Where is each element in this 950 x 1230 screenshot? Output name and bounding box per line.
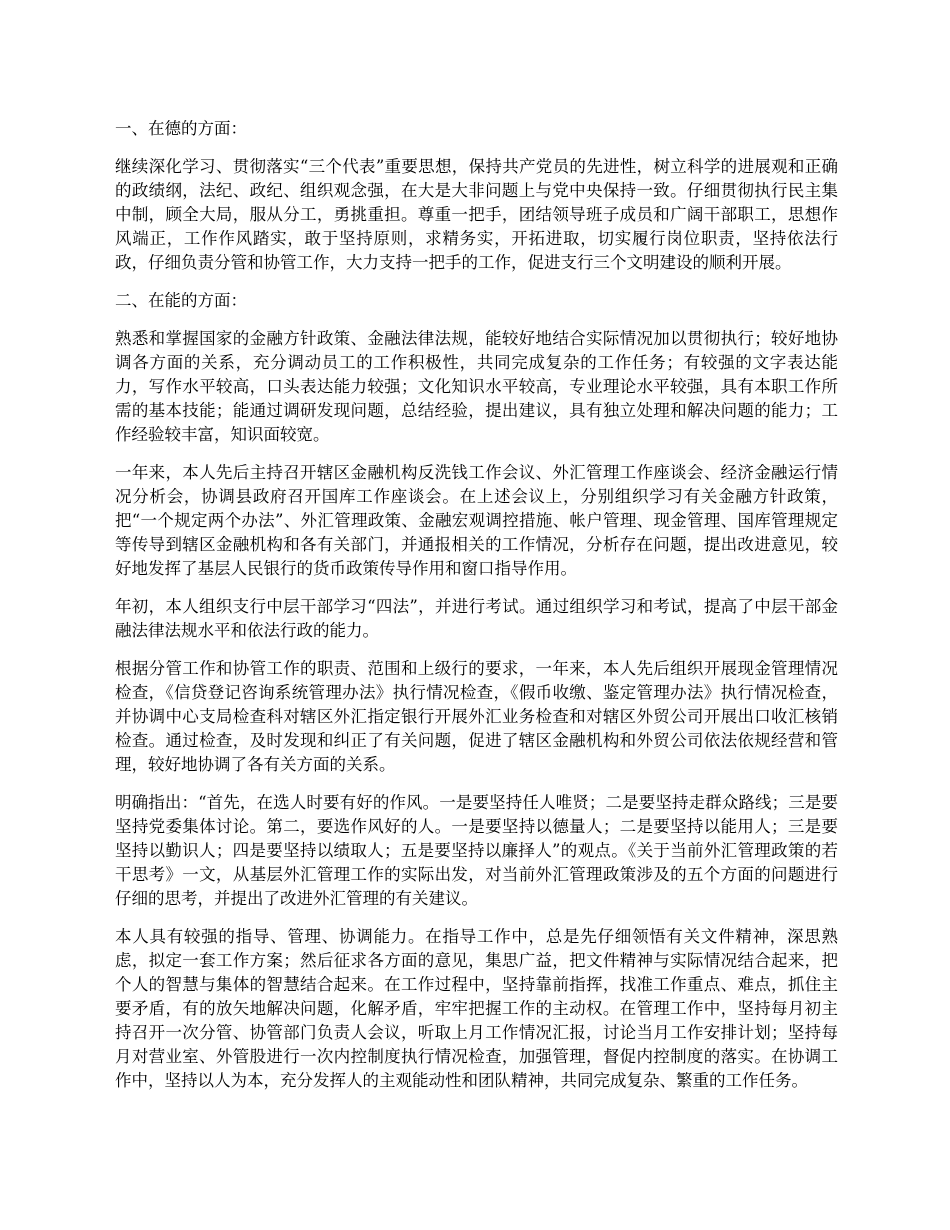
paragraph-inspections: 根据分管工作和协管工作的职责、范围和上级行的要求，一年来，本人先后组织开展现金管理情况检查，《信贷登记咨询系统管理办法》执行情况检查，《假币收缴、鉴定管理办法》执行情况检查，并协调中心支局检查科对辖区外汇指定银行开展外汇业务检查和对辖区外贸公司开展出口收汇核销检查。通过检查，及时发现和纠正了有关问题，促进了辖区金融机构和外贸公司依法依规经营和管理，较好地协调了各有关方面的关系。 (115, 659, 838, 774)
paragraph-morality: 继续深化学习、贯彻落实“三个代表”重要思想，保持共产党员的先进性，树立科学的进展观和正确的政绩纲，法纪、政纪、组织观念强，在大是大非问题上与党中央保持一致。仔细贯彻执行民主集中制，顾全大局，服从分工，勇挑重担。尊重一把手，团结领导班子成员和广阔干部职工，思想作风端正，工作作风踏实，敢于坚持原则，求精务实，开拓进取，切实履行岗位职责，坚持依法行政，仔细负责分管和协管工作，大力支持一把手的工作，促进支行三个文明建设的顺利开展。 (115, 157, 838, 272)
paragraph-training: 年初，本人组织支行中层干部学习“四法”，并进行考试。通过组织学习和考试，提高了中层干部金融法律法规水平和依法行政的能力。 (115, 597, 838, 640)
section-heading-morality: 一、在德的方面： (115, 119, 247, 138)
paragraph-ability-overview: 熟悉和掌握国家的金融方针政策、金融法律法规，能较好地结合实际情况加以贯彻执行；较好地协调各方面的关系，充分调动员工的工作积极性，共同完成复杂的工作任务；有较强的文字表达能力，写作水平较高，口头表达能力较强；文化知识水平较高，专业理论水平较强，具有本职工作所需的基本技能；能通过调研发现问题，总结经验，提出建议，具有独立处理和解决问题的能力；工作经验较丰富，知识面较宽。 (115, 329, 838, 444)
section-heading-ability: 二、在能的方面： (115, 291, 247, 310)
paragraph-meetings: 一年来，本人先后主持召开辖区金融机构反洗钱工作会议、外汇管理工作座谈会、经济金融运行情况分析会，协调县政府召开国库工作座谈会。在上述会议上，分别组织学习有关金融方针政策，把“一个规定两个办法”、外汇管理政策、金融宏观调控措施、帐户管理、现金管理、国库管理规定等传导到辖区金融机构和各有关部门，并通报相关的工作情况，分析存在问题，提出改进意见，较好地发挥了基层人民银行的货币政策传导作用和窗口指导作用。 (115, 463, 838, 578)
paragraph-leadership: 本人具有较强的指导、管理、协调能力。在指导工作中，总是先仔细领悟有关文件精神，深思熟虑，拟定一套工作方案；然后征求各方面的意见，集思广益，把文件精神与实际情况结合起来，把个人的智慧与集体的智慧结合起来。在工作过程中，坚持靠前指挥，找准工作重点、难点，抓住主要矛盾，有的放矢地解决问题，化解矛盾，牢牢把握工作的主动权。在管理工作中，坚持每月初主持召开一次分管、协管部门负责人会议，听取上月工作情况汇报，讨论当月工作安排计划；坚持每月对营业室、外管股进行一次内控制度执行情况检查，加强管理，督促内控制度的落实。在协调工作中，坚持以人为本，充分发挥人的主观能动性和团队精神，共同完成复杂、繁重的工作任务。 (115, 927, 838, 1090)
document-body (115, 117, 838, 1107)
paragraph-personnel-views: 明确指出：“首先，在选人时要有好的作风。一是要坚持任人唯贤；二是要坚持走群众路线；三是要坚持党委集体讨论。第二，要选作风好的人。一是要坚持以德量人；二是要坚持以能用人；三是要坚持以勤识人；四是要坚持以绩取人；五是要坚持以廉择人”的观点。《关于当前外汇管理政策的若干思考》一文，从基层外汇管理工作的实际出发，对当前外汇管理政策涉及的五个方面的问题进行仔细的思考，并提出了改进外汇管理的有关建议。 (115, 793, 838, 908)
